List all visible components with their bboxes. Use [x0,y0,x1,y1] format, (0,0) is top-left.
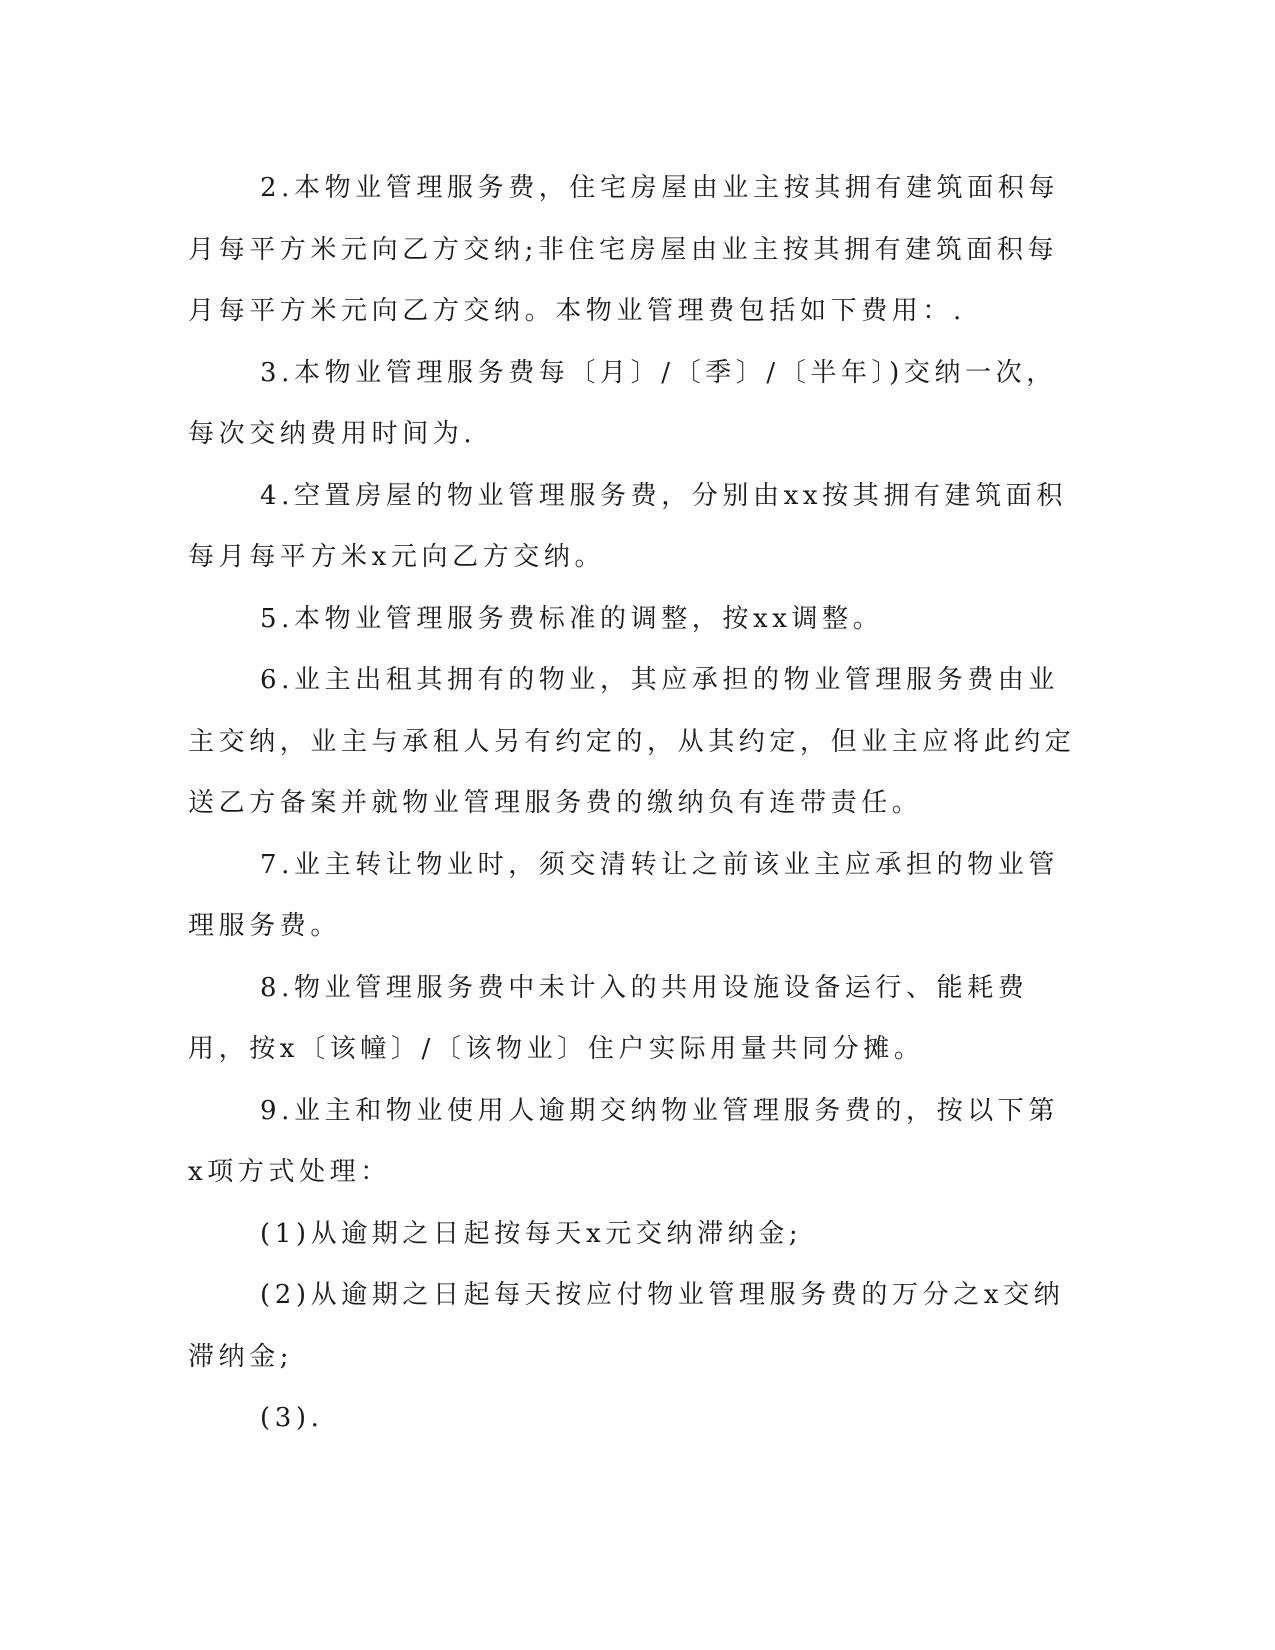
paragraph-payment-frequency: 3.本物业管理服务费每〔月〕/〔季〕/〔半年〕)交纳一次，每次交纳费用时间为. [188,357,1057,449]
paragraph-transfer: 7.业主转让物业时，须交清转让之前该业主应承担的物业管理服务费。 [188,849,1060,941]
paragraph-late-payment: 9.业主和物业使用人逾期交纳物业管理服务费的，按以下第x项方式处理： [188,1095,1060,1187]
paragraph-late-option-3: (3). [260,1403,324,1433]
document-body [188,158,1078,1450]
paragraph-fee-standard: 2.本物业管理服务费，住宅房屋由业主按其拥有建筑面积每月每平方米元向乙方交纳;非住宅房屋由业主按其拥有建筑面积每月每平方米元向乙方交纳。本物业管理费包括如下费用：. [188,173,1060,326]
paragraph-fee-adjustment: 5.本物业管理服务费标准的调整，按xx调整。 [260,603,884,634]
paragraph-shared-costs: 8.物业管理服务费中未计入的共用设施设备运行、能耗费用，按x〔该幢〕/〔该物业〕住户实际用量共同分摊。 [188,972,1029,1064]
paragraph-leasing: 6.业主出租其拥有的物业，其应承担的物业管理服务费由业主交纳，业主与承租人另有约定的，从其约定，但业主应将此约定送乙方备案并就物业管理服务费的缴纳负有连带责任。 [188,665,1076,818]
paragraph-late-option-2: (2)从逾期之日起每天按应付物业管理服务费的万分之x交纳滞纳金; [188,1280,1065,1372]
paragraph-late-option-1: (1)从逾期之日起按每天x元交纳滞纳金; [260,1218,803,1249]
paragraph-vacant-housing: 4.空置房屋的物业管理服务费，分别由xx按其拥有建筑面积每月每平方米x元向乙方交纳。 [188,480,1067,572]
